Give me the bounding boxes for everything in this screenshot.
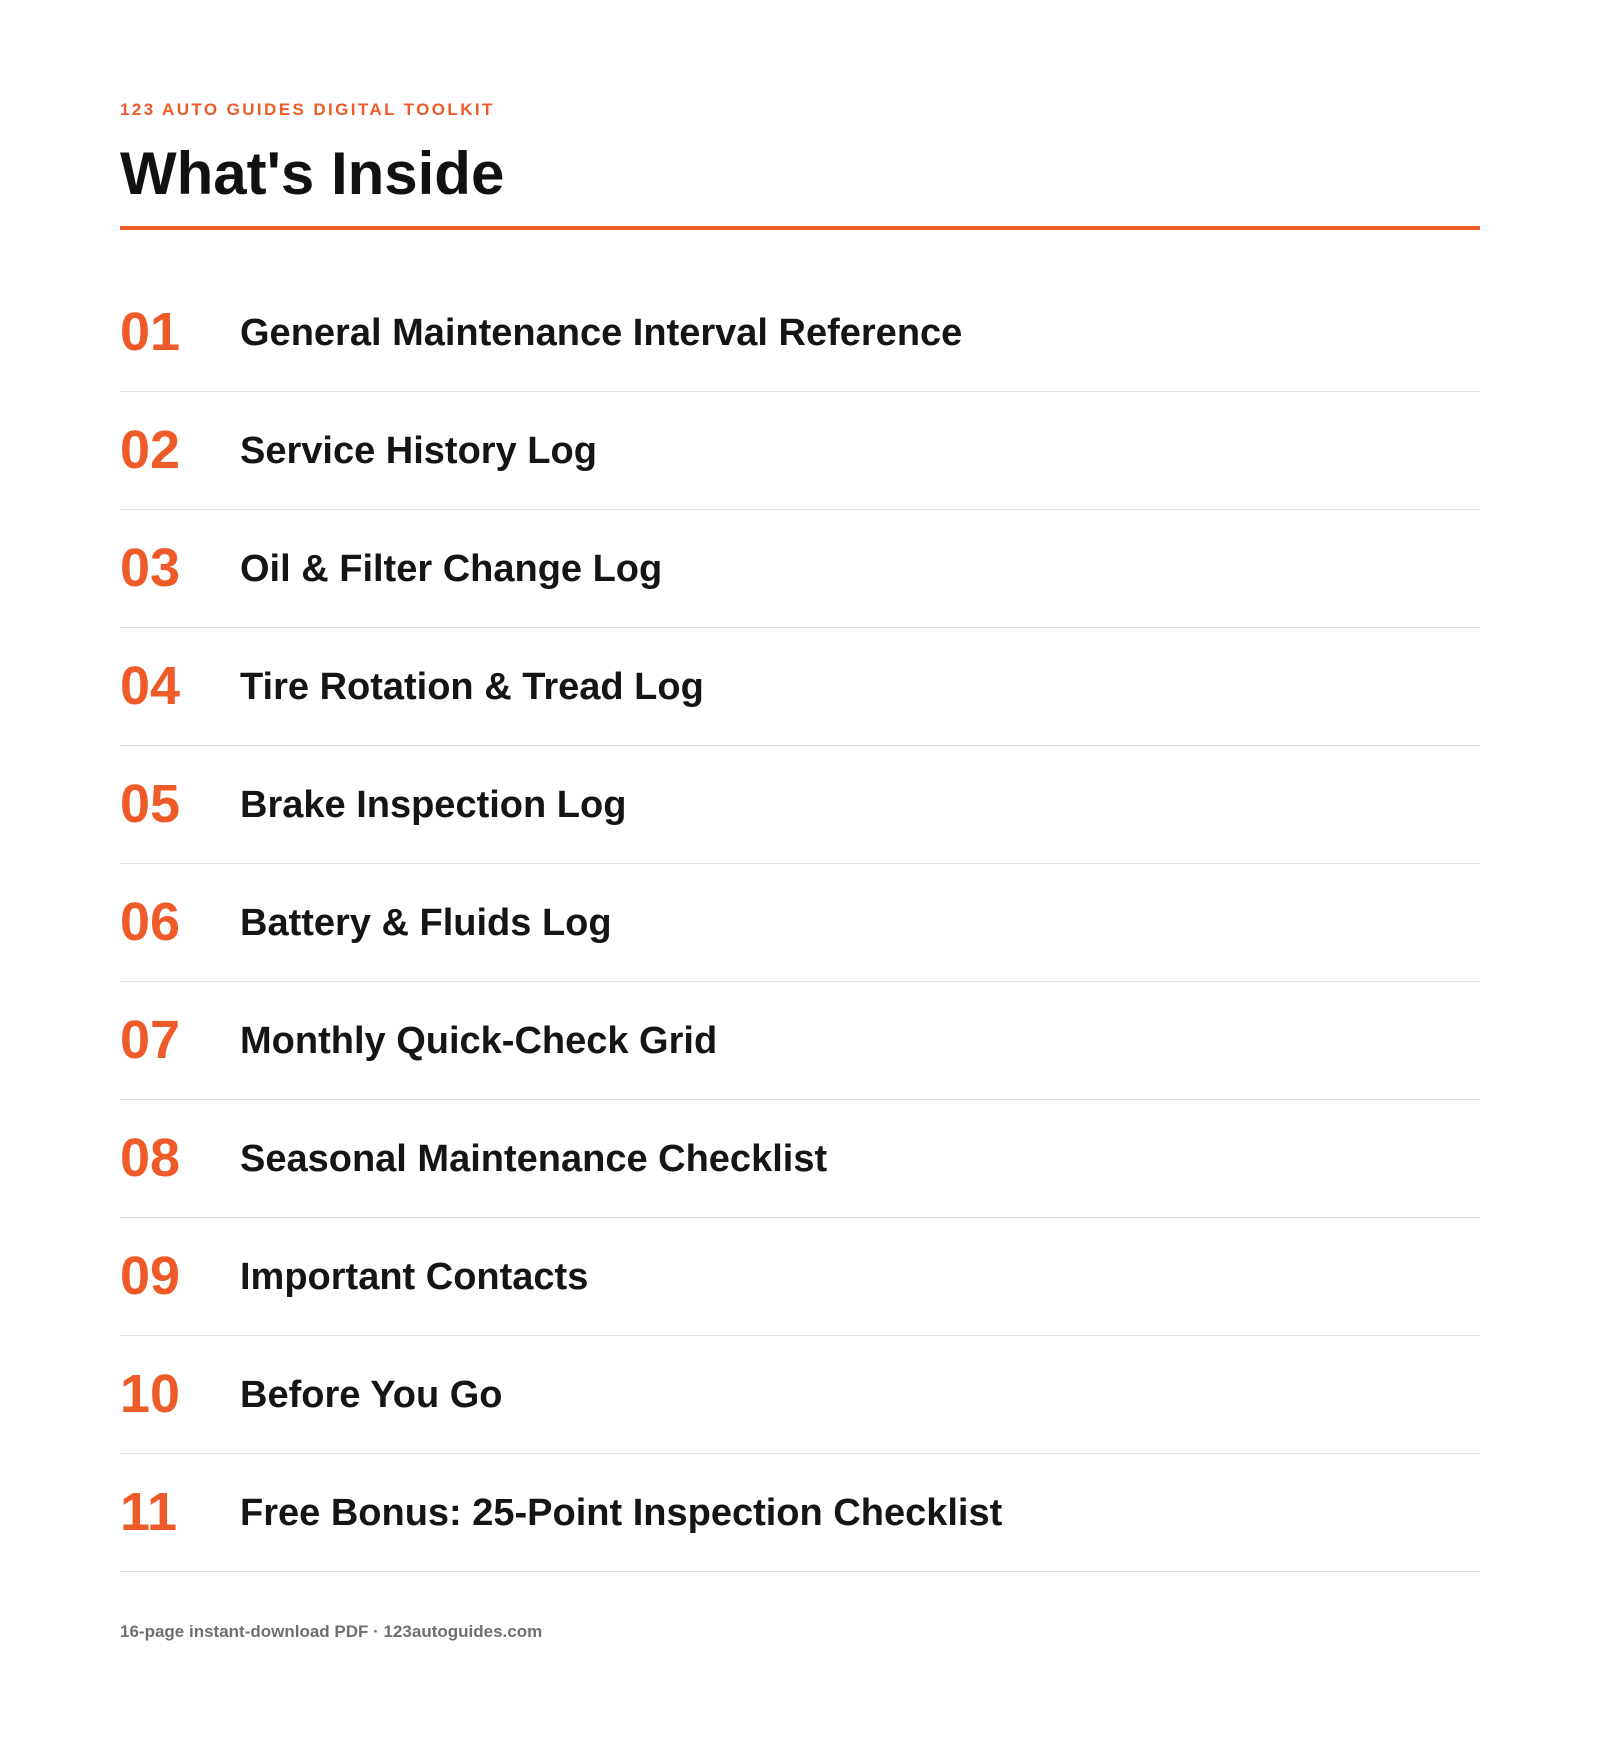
contents-item [120,1454,1480,1572]
contents-item [120,1336,1480,1454]
item-number: 05 [120,774,181,834]
contents-item [120,982,1480,1100]
contents-item [120,1218,1480,1336]
item-label: Free Bonus: 25-Point Inspection Checklist [240,1492,1003,1534]
item-number: 09 [120,1246,181,1306]
contents-item [120,274,1480,392]
contents-item [120,864,1480,982]
contents-item [120,746,1480,864]
item-label: Seasonal Maintenance Checklist [240,1138,828,1180]
item-number: 06 [120,892,181,952]
item-label: Battery & Fluids Log [240,902,612,944]
item-number: 08 [120,1128,181,1188]
page-title: What's Inside [120,140,505,207]
footer-note: 16-page instant-download PDF · 123autoguides.com [120,1622,543,1641]
item-label: Tire Rotation & Tread Log [240,666,704,708]
contents-item [120,392,1480,510]
item-label: General Maintenance Interval Reference [240,312,963,354]
item-number: 04 [120,656,181,716]
item-number: 10 [120,1364,181,1424]
item-label: Important Contacts [240,1256,589,1298]
contents-item [120,628,1480,746]
item-label: Oil & Filter Change Log [240,548,663,590]
contents-list [120,274,1480,1572]
item-label: Before You Go [240,1374,503,1416]
item-number: 03 [120,538,181,598]
item-label: Service History Log [240,430,597,472]
eyebrow-label: 123 AUTO GUIDES DIGITAL TOOLKIT [120,100,495,119]
contents-item [120,510,1480,628]
item-label: Brake Inspection Log [240,784,627,826]
item-label: Monthly Quick-Check Grid [240,1020,718,1062]
item-number: 02 [120,420,181,480]
item-number: 01 [120,302,181,362]
item-number: 07 [120,1010,181,1070]
item-number: 11 [120,1482,178,1542]
contents-item [120,1100,1480,1218]
title-divider [120,226,1480,230]
